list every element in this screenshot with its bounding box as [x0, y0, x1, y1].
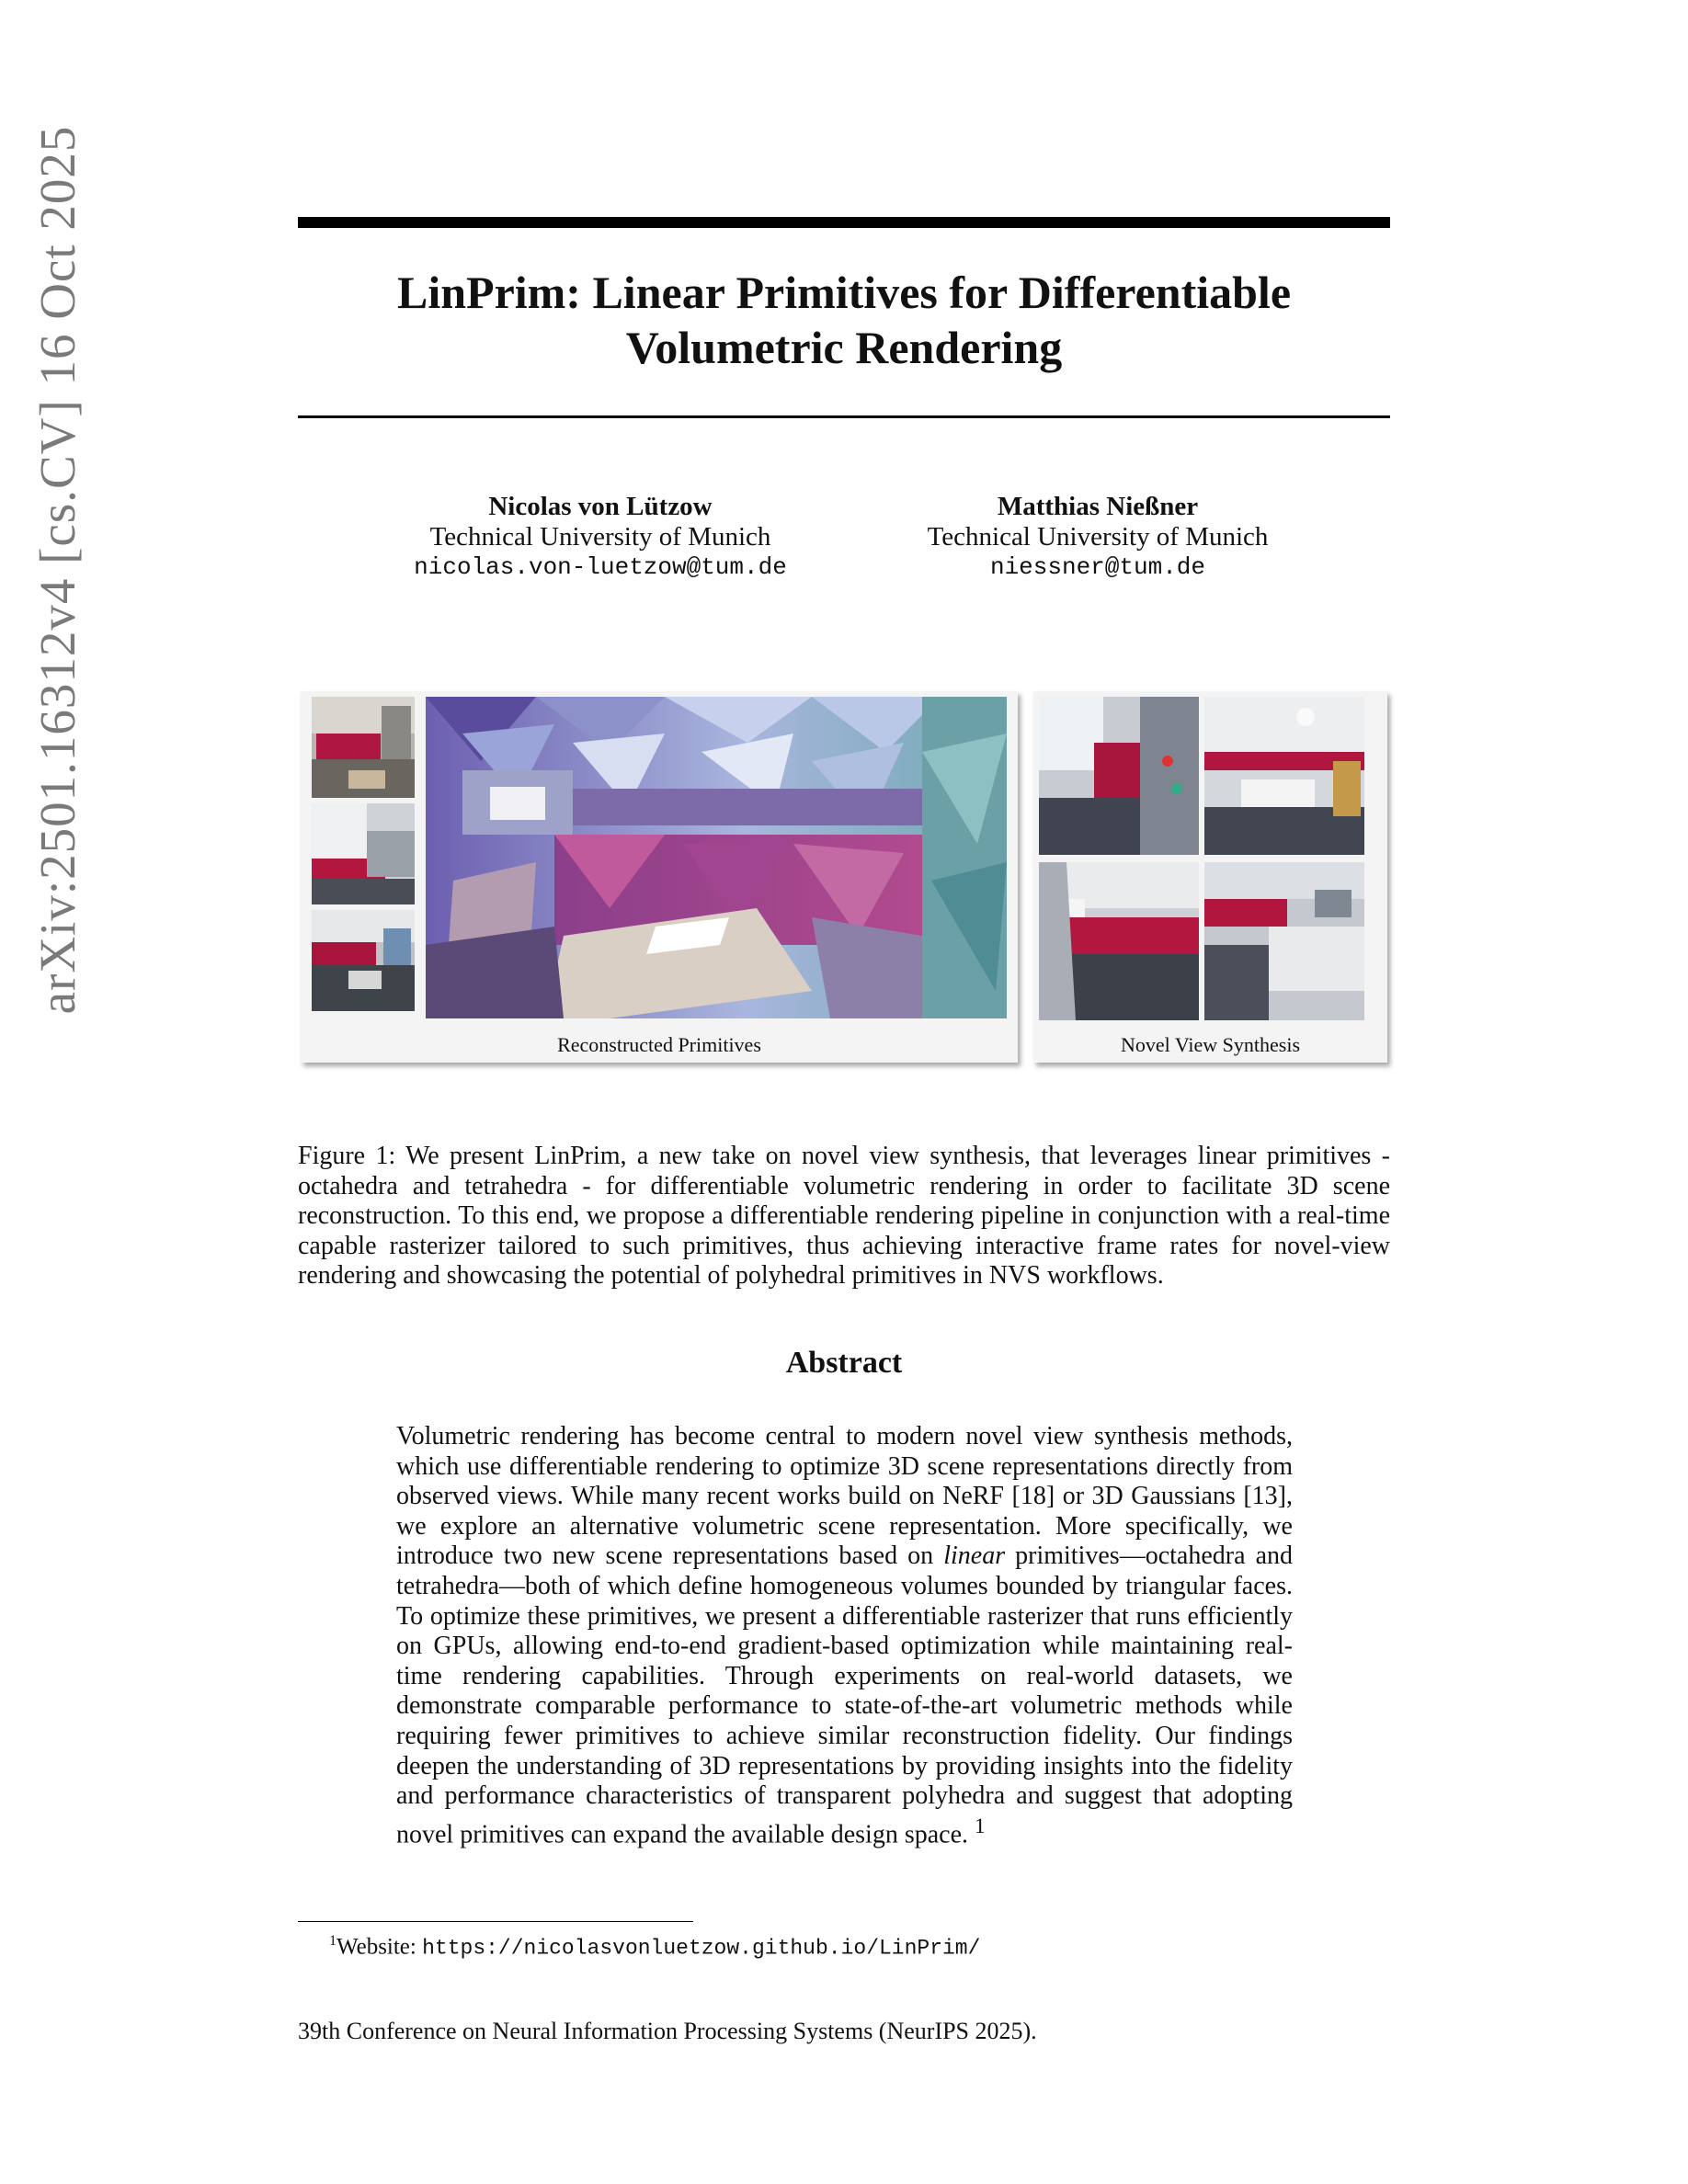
abstract-text-part-2: primitives—octahedra and tetrahedra—both of which define homogeneous volumes bounded by triangular faces. To optimize these primitives, we present a differentiable rasterizer that runs efficiently on GPUs, allowing end-to-end gradient-based optimization while maintaining real-time rendering capabilities. Through experiments on real-world datasets, we demonstrate comparable performance to state-of-the-art volumetric methods while requiring fewer primitives to achieve similar reconstruction fidelity. Our findings deepen the understanding of 3D representations by providing insights into the fidelity and performance characteristics of transparent polyhedra and suggest that adopting novel primitives can expand the available design space.: [396, 1541, 1293, 1849]
author-block-1: [380, 492, 821, 583]
figure-caption: Figure 1: We present LinPrim, a new take on novel view synthesis, that leverages linear primitives - octahedra and tetrahedra - for differentiable volumetric rendering in order to facilitate 3D scene reconstruction. To this end, we propose a differentiable rendering pipeline in conjunction with a real-time capable rasterizer tailored to such primitives, thus achieving interactive frame rates for novel-view rendering and showcasing the potential of polyhedral primitives in NVS workflows.: [298, 1142, 1390, 1290]
title-line-1: LinPrim: Linear Primitives for Differentiable: [396, 267, 1292, 318]
paper-title: [298, 265, 1390, 375]
footnote: [329, 1928, 980, 1962]
novel-view-3: [1039, 862, 1199, 1020]
arxiv-stamp: arXiv:2501.16312v4 [cs.CV] 16 Oct 2025: [29, 125, 86, 1015]
abstract-heading: Abstract: [785, 1346, 903, 1380]
novel-view-1: [1039, 697, 1199, 855]
kitchen-thumbnail-1: [312, 697, 415, 798]
author-affiliation: Technical University of Munich: [927, 522, 1269, 552]
panel-label-reconstructed: Reconstructed Primitives: [557, 1033, 761, 1056]
footnote-rule: [298, 1921, 693, 1922]
author-email: niessner@tum.de: [989, 553, 1206, 581]
novel-view-2: [1204, 697, 1364, 855]
venue-note: 39th Conference on Neural Information Processing Systems (NeurIPS 2025).: [298, 2018, 1037, 2044]
website-link[interactable]: https://nicolasvonluetzow.github.io/LinPrim/: [422, 1936, 981, 1961]
panel-label-novel-views: Novel View Synthesis: [1120, 1033, 1301, 1056]
kitchen-thumbnail-3: [312, 910, 415, 1011]
title-top-rule: [298, 217, 1390, 228]
footnote-reference[interactable]: 1: [975, 1814, 986, 1838]
novel-view-4: [1204, 862, 1364, 1020]
abstract-text-part-1: Volumetric rendering has become central to modern novel view synthesis methods, which use differentiable rendering to optimize 3D scene representations directly from observed views. While many recent works build on NeRF [18] or 3D Gaussians [13], we explore an alternative volumetric scene representation. More specifically, we introduce two new scene representations based on: [396, 1422, 1293, 1571]
author-block-2: [877, 492, 1318, 583]
author-email: nicolas.von-luetzow@tum.de: [414, 553, 787, 581]
abstract-body: [396, 1422, 1293, 1850]
figure-panel-reconstructed: [301, 691, 1018, 1063]
primitives-render: [426, 697, 1007, 1018]
kitchen-thumbnail-2: [312, 803, 415, 904]
author-affiliation: Technical University of Munich: [429, 522, 771, 552]
footnote-mark: 1: [329, 1933, 336, 1949]
abstract-emphasis: linear: [943, 1541, 1006, 1571]
figure-panel-novel-views: [1033, 691, 1387, 1063]
title-line-2: Volumetric Rendering: [625, 322, 1063, 373]
author-name: Nicolas von Lützow: [488, 492, 713, 521]
footnote-label: Website:: [336, 1934, 423, 1960]
title-bottom-rule: [298, 415, 1390, 418]
author-name: Matthias Nießner: [997, 492, 1199, 521]
